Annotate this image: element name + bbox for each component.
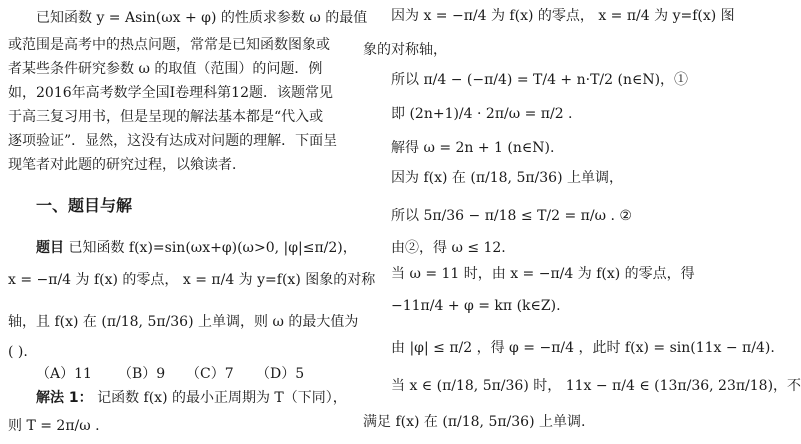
intro-line-7: 现笔者对此题的研究过程，以飨读者． bbox=[8, 157, 246, 173]
problem-line-3: 轴，且 f(x) 在 (π/18, 5π/36) 上单调，则 ω 的最大值为 bbox=[8, 314, 359, 330]
problem-line-1 bbox=[36, 240, 357, 256]
problem-text-1: 已知函数 f(x)=sin(ωx+φ)(ω>0, |φ|≤π/2)， bbox=[68, 240, 357, 256]
right-line-10: −11π/4 + φ = kπ (k∈Z). bbox=[391, 298, 561, 314]
right-line-8: 由②，得 ω ≤ 12. bbox=[391, 240, 506, 256]
intro-line-5: 于高三复习用书，但是呈现的解法基本都是“代入或 bbox=[8, 109, 324, 125]
section-heading: 一、题目与解 bbox=[36, 196, 133, 215]
intro-line-4: 如，2016年高考数学全国Ⅰ卷理科第12题．该题常见 bbox=[8, 85, 333, 101]
solution-line-1 bbox=[36, 390, 347, 406]
right-line-2: 象的对称轴， bbox=[363, 42, 447, 58]
right-line-9: 当 ω = 11 时，由 x = −π/4 为 f(x) 的零点，得 bbox=[391, 266, 695, 282]
intro-line-2: 或范围是高考中的热点问题，常常是已知函数图象或 bbox=[8, 37, 330, 53]
right-line-3: 所以 π/4 − (−π/4) = T/4 + n·T/2 (n∈N)，① bbox=[391, 72, 689, 88]
problem-line-2: x = −π/4 为 f(x) 的零点， x = π/4 为 y=f(x) 图象的对称 bbox=[8, 272, 376, 288]
solution-text-1: 记函数 f(x) 的最小正周期为 T（下同）， bbox=[97, 390, 347, 406]
intro-line-6: 逐项验证”．显然，这没有达成对问题的理解．下面呈 bbox=[8, 133, 338, 149]
problem-line-4: ( ). bbox=[8, 344, 28, 360]
option-c: （C）7 bbox=[186, 366, 234, 382]
option-b: （B）9 bbox=[118, 366, 166, 382]
problem-label: 题目 bbox=[36, 240, 64, 256]
intro-line-1: 已知函数 y = Asin(ωx + φ) 的性质求参数 ω 的最值 bbox=[36, 10, 368, 26]
right-line-13: 满足 f(x) 在 (π/18, 5π/36) 上单调. bbox=[363, 414, 586, 430]
right-column bbox=[355, 0, 801, 444]
option-d: （D）5 bbox=[256, 366, 305, 382]
intro-line-3: 者某些条件研究参数 ω 的取值（范围）的问题．例 bbox=[8, 61, 323, 77]
right-line-11: 由 |φ| ≤ π/2 ，得 φ = −π/4 ，此时 f(x) = sin(11x − π/4). bbox=[391, 340, 775, 356]
right-line-1: 因为 x = −π/4 为 f(x) 的零点， x = π/4 为 y=f(x) 图 bbox=[391, 8, 735, 24]
right-line-12: 当 x ∈ (π/18, 5π/36) 时， 11x − π/4 ∈ (13π/36, 23π/18)，不 bbox=[391, 378, 801, 394]
solution-line-2: 则 T = 2π/ω . bbox=[8, 418, 100, 434]
solution-label: 解法 1： bbox=[36, 390, 93, 406]
right-line-5: 解得 ω = 2n + 1 (n∈N). bbox=[391, 140, 555, 156]
left-column bbox=[0, 0, 376, 444]
right-line-7: 所以 5π/36 − π/18 ≤ T/2 = π/ω . ② bbox=[391, 208, 632, 224]
right-line-6: 因为 f(x) 在 (π/18, 5π/36) 上单调， bbox=[391, 170, 623, 186]
right-line-4: 即 (2n+1)/4 · 2π/ω = π/2 . bbox=[391, 106, 573, 122]
option-a: （A）11 bbox=[36, 366, 92, 382]
